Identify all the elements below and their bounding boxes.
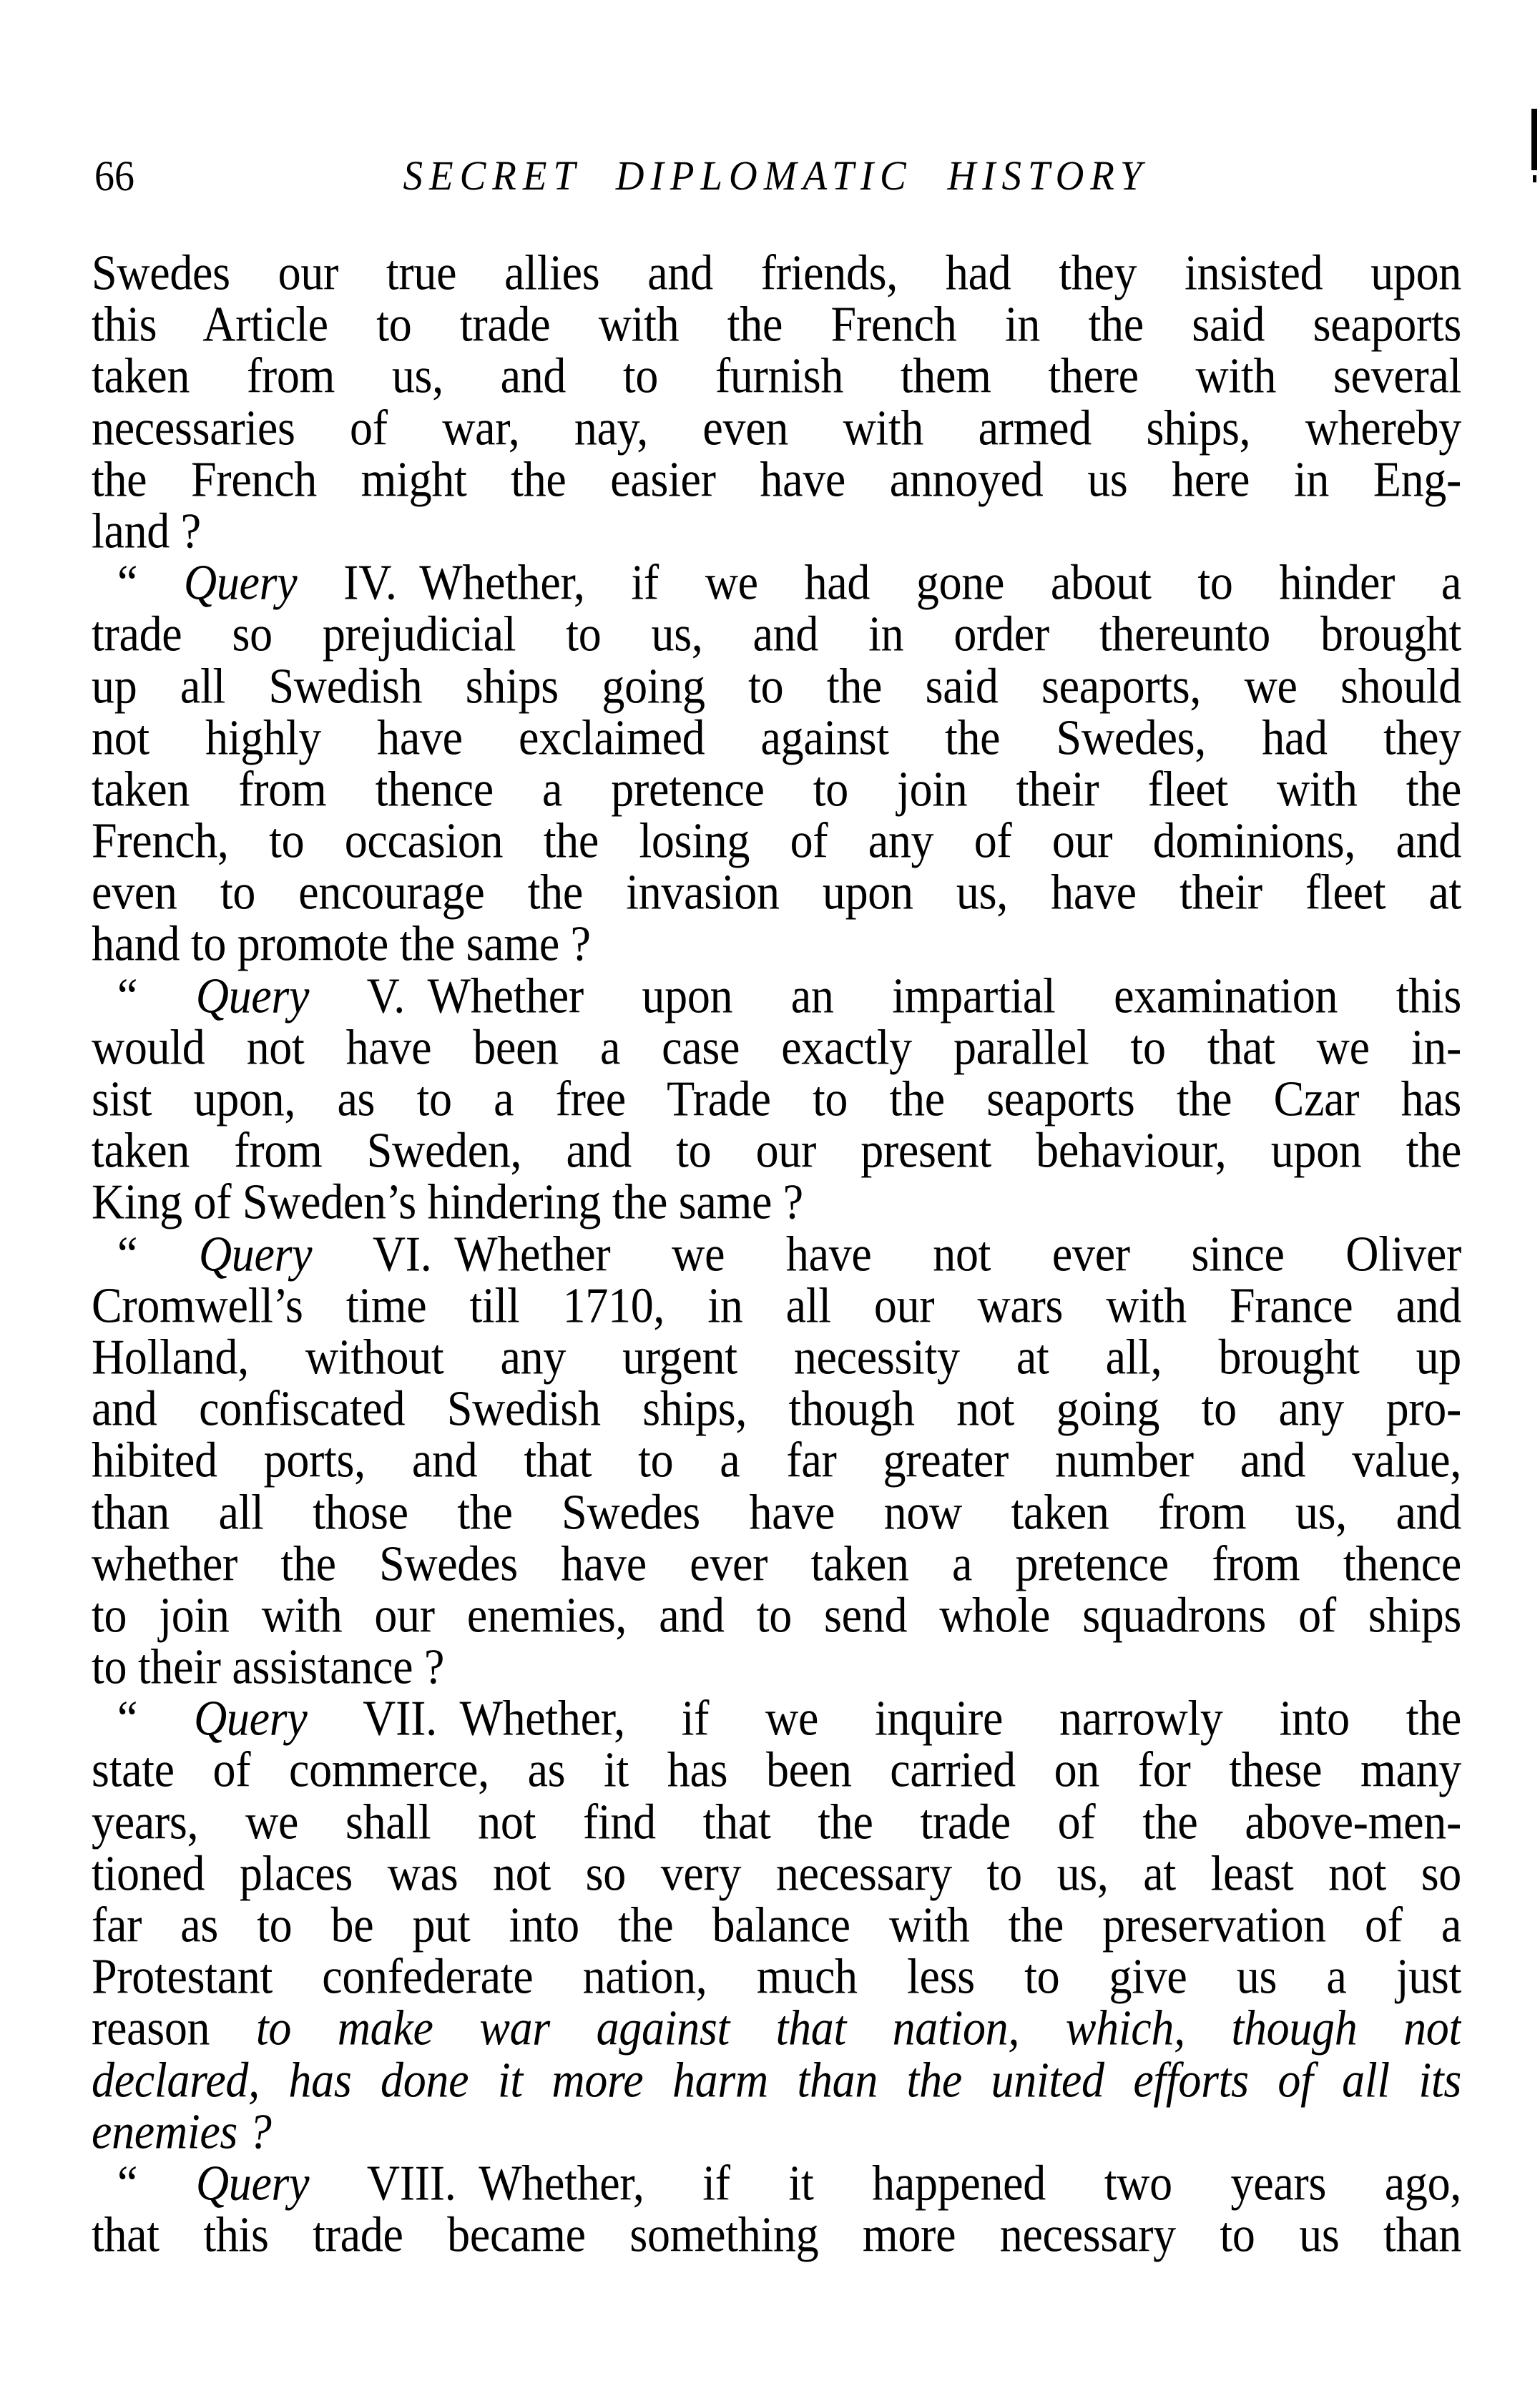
text-segment: reason (92, 2000, 256, 2056)
text-line (92, 606, 1461, 662)
text-segment: V. Whether upon an impartial examination this (309, 967, 1461, 1023)
italic-text-segment: Query (183, 554, 298, 611)
italic-text-segment: Query (198, 1225, 313, 1282)
text-line (92, 2155, 1461, 2211)
text-segment: would not have been a case exactly parallel to that we in- (92, 1018, 1461, 1075)
text-segment: VII. Whether, if we inquire narrowly into the (307, 1690, 1461, 1747)
text-line (92, 348, 1461, 404)
text-line (92, 1742, 1461, 1798)
text-line (92, 554, 1461, 611)
text-segment: whether the Swedes have ever taken a pretence from thence (92, 1535, 1461, 1591)
italic-text-segment: Query (195, 967, 310, 1023)
text-segment: IV. Whether, if we had gone about to hinder a (297, 554, 1461, 611)
text-segment: and confiscated Swedish ships, though not going to any pro- (92, 1380, 1461, 1437)
text-line (92, 1484, 1461, 1541)
text-line (92, 1897, 1461, 1953)
scan-ink-artifact-dot (1533, 175, 1536, 182)
text-line (92, 2052, 1461, 2108)
text-segment: years, we shall not find that the trade of the above-men- (92, 1793, 1461, 1850)
text-segment: VI. Whether we have not ever since Oliver (312, 1225, 1461, 1282)
text-segment: sist upon, as to a free Trade to the seaports the Czar has (92, 1071, 1461, 1127)
text-segment: “ (117, 1225, 199, 1282)
text-line (92, 1536, 1461, 1592)
text-line (92, 451, 1461, 508)
text-line (92, 1380, 1461, 1437)
text-segment: “ (117, 554, 184, 611)
text-line (92, 710, 1461, 766)
text-segment: hibited ports, and that to a far greater number and value, (92, 1432, 1461, 1488)
text-segment: Protestant confederate nation, much less to give us a just (92, 1948, 1461, 2005)
text-segment: “ (117, 967, 196, 1023)
text-line (92, 968, 1461, 1024)
italic-text-segment: declared, has done it more harm than the united efforts of all its (92, 2051, 1461, 2108)
text-line (92, 658, 1461, 715)
text-line (92, 864, 1461, 920)
text-segment: taken from Sweden, and to our present behaviour, upon the (92, 1122, 1461, 1179)
text-segment: land ? (92, 502, 201, 559)
text-segment: up all Swedish ships going to the said seaports, we should (92, 657, 1461, 714)
running-title: SECRET DIPLOMATIC HISTORY (403, 152, 1149, 199)
text-line (92, 1329, 1461, 1385)
text-line (92, 1845, 1461, 1902)
text-segment: taken from us, and to furnish them there with several (92, 348, 1461, 404)
text-segment: Holland, without any urgent necessity at all, brought up (92, 1328, 1461, 1385)
text-segment: far as to be put into the balance with the preservation of a (92, 1897, 1461, 1953)
text-segment: to join with our enemies, and to send whole squadrons of ships (92, 1586, 1461, 1643)
text-line (92, 1122, 1461, 1179)
text-segment: “ (117, 1690, 194, 1747)
text-line (92, 2000, 1461, 2056)
text-segment: Swedes our true allies and friends, had they insisted upon (92, 245, 1461, 301)
text-line (92, 1690, 1461, 1747)
text-line (92, 1794, 1461, 1850)
text-line (92, 1639, 1461, 1695)
text-segment: VIII. Whether, if it happened two years ago, (309, 2154, 1461, 2211)
page-number: 66 (94, 152, 134, 200)
text-line (92, 1948, 1461, 2005)
text-segment: not highly have exclaimed against the Swedes, had they (92, 709, 1461, 765)
text-line (92, 761, 1461, 818)
text-line (92, 2103, 1461, 2160)
text-segment: tioned places was not so very necessary to us, at least not so (92, 1845, 1461, 1901)
scan-ink-artifact (1531, 109, 1537, 170)
text-segment: necessaries of war, nay, even with armed ships, whereby (92, 399, 1461, 456)
text-segment: that this trade became something more necessary to us than (92, 2206, 1461, 2263)
italic-text-segment: Query (195, 2154, 310, 2211)
text-line (92, 245, 1461, 301)
text-segment: Cromwell’s time till 1710, in all our wars with France and (92, 1277, 1461, 1333)
text-line (92, 1071, 1461, 1127)
italic-text-segment: to make war against that nation, which, though not (255, 2000, 1461, 2056)
text-segment: trade so prejudicial to us, and in order thereunto brought (92, 606, 1461, 662)
text-segment: to their assistance ? (92, 1639, 445, 1695)
text-segment: even to encourage the invasion upon us, have their fleet at (92, 864, 1461, 920)
text-segment: taken from thence a pretence to join their fleet with the (92, 760, 1461, 817)
text-line (92, 1587, 1461, 1644)
text-line (92, 1432, 1461, 1488)
text-line (92, 1226, 1461, 1282)
text-line (92, 2206, 1461, 2263)
italic-text-segment: enemies ? (92, 2103, 272, 2159)
text-line (92, 503, 1461, 559)
text-segment: French, to occasion the losing of any of our dominions, and (92, 812, 1461, 869)
text-segment: state of commerce, as it has been carried on for these many (92, 1742, 1461, 1798)
page-body (92, 245, 1461, 2263)
text-segment: hand to promote the same ? (92, 915, 591, 972)
text-segment: this Article to trade with the French in the said seaports (92, 296, 1461, 353)
text-segment: than all those the Swedes have now taken from us, and (92, 1483, 1461, 1540)
text-segment: “ (117, 2154, 196, 2211)
text-line (92, 915, 1461, 972)
text-line (92, 1019, 1461, 1076)
italic-text-segment: Query (193, 1690, 308, 1747)
text-line (92, 296, 1461, 353)
text-line (92, 1174, 1461, 1230)
text-segment: King of Sweden’s hindering the same ? (92, 1174, 803, 1230)
page-header (92, 150, 1460, 207)
text-line (92, 1277, 1461, 1334)
text-segment: the French might the easier have annoyed us here in Eng- (92, 451, 1461, 507)
text-line (92, 400, 1461, 456)
text-line (92, 812, 1461, 869)
